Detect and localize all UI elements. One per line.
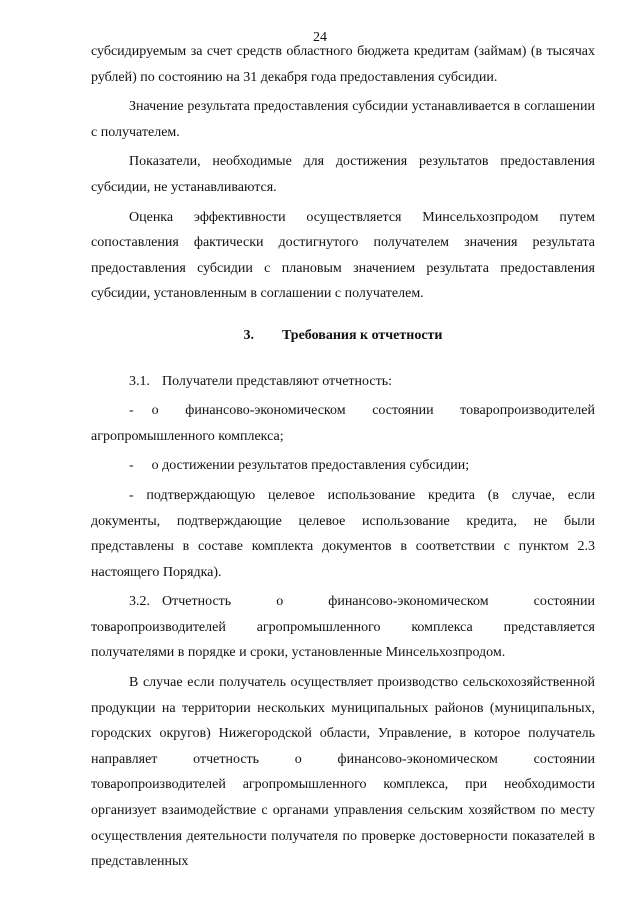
item-3-1-number: 3.1. <box>129 373 150 389</box>
bullet-results <box>91 453 595 479</box>
paragraph-indicators: Показатели, необходимые для достижения результатов предоставления субсидии, не устанавливаются. <box>91 154 595 195</box>
bullet-dash: - <box>129 403 134 419</box>
paragraph-effectiveness: Оценка эффективности осуществляется Минсельхозпродом путем сопоставления фактически достигнутого получателем значения результата предоставления субсидии с плановым значением результата предоставления субсидии, установленным в соглашении с получателем. <box>91 209 595 302</box>
paragraph-result-value: Значение результата предоставления субсидии устанавливается в соглашении с получателем. <box>91 99 595 140</box>
paragraph-continuation: субсидируемым за счет средств областного бюджета кредитам (займам) (в тысячах рублей) по состоянию на 31 декабря года предоставления субсидии. <box>91 44 595 85</box>
bullet-financial-state <box>91 398 595 449</box>
item-3-2-number: 3.2. <box>129 594 150 610</box>
bullet-results-text: о достижении результатов предоставления субсидии; <box>151 458 470 474</box>
bullet-credit-usage: - подтверждающую целевое использование кредита (в случае, если документы, подтверждающие целевое использование кредита, не были представлены в составе комплекта документов в соответствии с пунктом 2.3 настоящего Порядка). <box>91 487 595 580</box>
bullet-financial-state-text: о финансово-экономическом состоянии товаропроизводителей <box>151 403 595 419</box>
item-3-1-text: Получатели представляют отчетность: <box>162 373 392 389</box>
section-number: 3. <box>243 327 254 343</box>
document-body <box>91 39 595 879</box>
item-3-2 <box>91 589 595 666</box>
item-3-1 <box>91 369 595 395</box>
bullet-dash: - <box>129 458 134 474</box>
bullet-financial-state-line2: агропромышленного комплекса; <box>91 428 284 444</box>
page-number: 24 <box>313 30 327 45</box>
bullet-financial-state-line1 <box>91 398 595 424</box>
paragraph-multiple-districts: В случае если получатель осуществляет производство сельскохозяйственной продукции на территории нескольких муниципальных районов (муниципальных, городских округов) Нижегородской области, Управление, в которое получатель направляет отчетность о финансово-экономическом состоянии товаропроизводителей агропромышленного комплекса, при необходимости организует взаимодействие с органами управления сельским хозяйством по месту осуществления деятельности получателя по проверке достоверности показателей в представленных <box>91 675 595 870</box>
section-heading <box>91 323 595 349</box>
section-title: Требования к отчетности <box>281 327 443 343</box>
item-3-2-text: Отчетность о финансово-экономическом состоянии товаропроизводителей агропромышленного комплекса представляется получателями в порядке и сроки, установленные Минсельхозпродом. <box>91 594 595 661</box>
